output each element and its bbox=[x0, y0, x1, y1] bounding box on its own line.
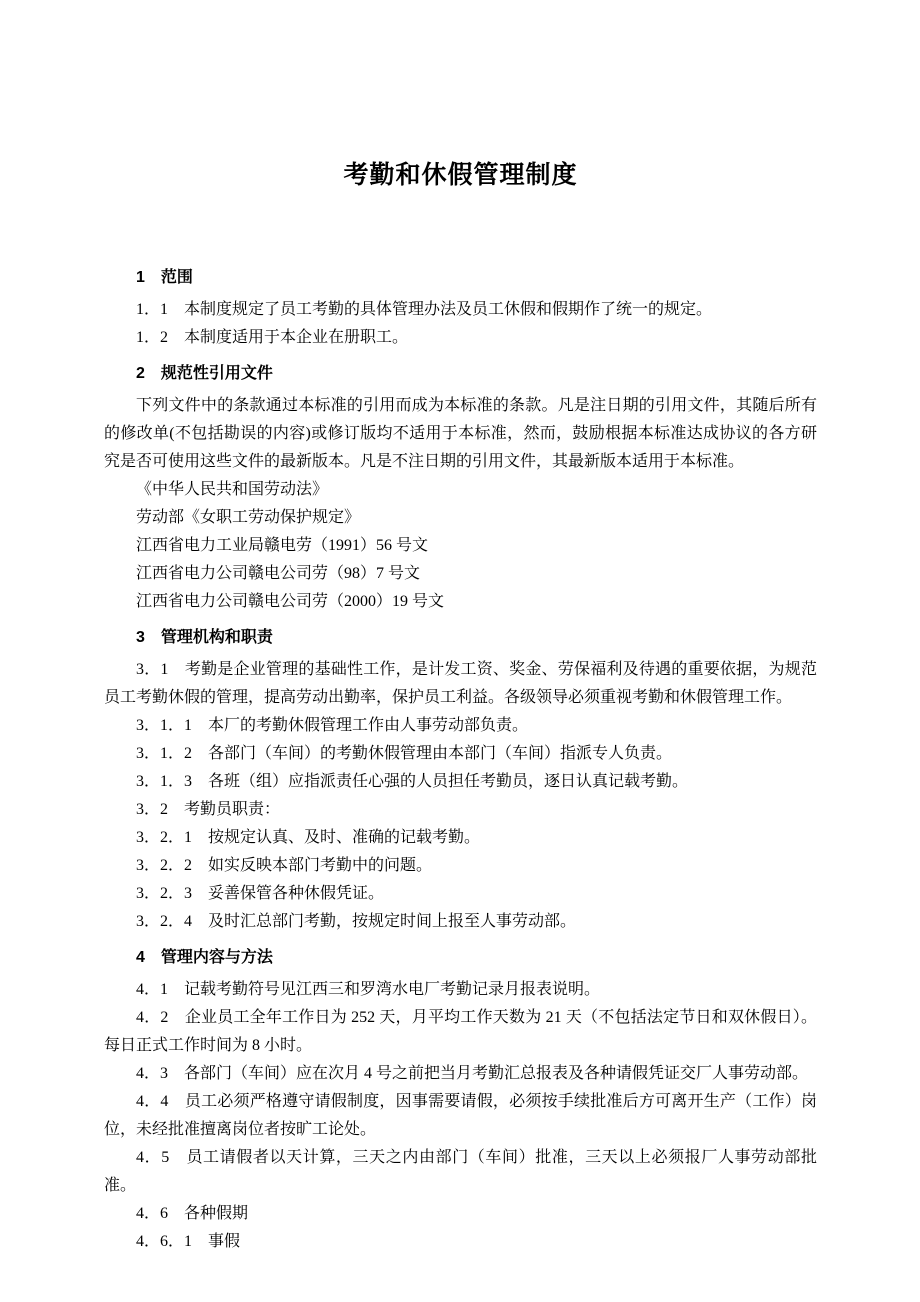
paragraph: 4．5 员工请假者以天计算，三天之内由部门（车间）批准，三天以上必须报厂人事劳动部批准。 bbox=[104, 1149, 817, 1194]
paragraph: 3．1 考勤是企业管理的基础性工作，是计发工资、奖金、劳保福利及待遇的重要依据，为规范员工考勤休假的管理，提高劳动出勤率，保护员工利益。各级领导必须重视考勤和休假管理工作。 bbox=[104, 661, 817, 706]
paragraph: 3．2．2 如实反映本部门考勤中的问题。 bbox=[136, 857, 433, 874]
paragraph: 4．3 各部门（车间）应在次月 4 号之前把当月考勤汇总报表及各种请假凭证交厂人事劳动部。 bbox=[136, 1065, 809, 1082]
paragraph: 3．1．1 本厂的考勤休假管理工作由人事劳动部负责。 bbox=[136, 717, 529, 734]
paragraph: 4．2 企业员工全年工作日为 252 天，月平均工作天数为 21 天（不包括法定节日和双休假日）。每日正式工作时间为 8 小时。 bbox=[104, 1009, 817, 1054]
section-heading: 4 管理内容与方法 bbox=[136, 949, 273, 966]
paragraph: 江西省电力公司赣电公司劳（2000）19 号文 bbox=[136, 593, 445, 610]
document-title: 考勤和休假管理制度 bbox=[343, 161, 578, 189]
paragraph: 下列文件中的条款通过本标准的引用而成为本标准的条款。凡是注日期的引用文件，其随后所有的修改单(不包括勘误的内容)或修订版均不适用于本标准，然而，鼓励根据本标准达成协议的各方研究是否可使用这些文件的最新版本。凡是不注日期的引用文件，其最新版本适用于本标准。 bbox=[104, 397, 817, 470]
paragraph: 3．2 考勤员职责： bbox=[136, 801, 281, 818]
paragraph: 4．4 员工必须严格遵守请假制度，因事需要请假，必须按手续批准后方可离开生产（工作）岗位，未经批准擅离岗位者按旷工论处。 bbox=[104, 1093, 817, 1138]
section-heading: 2 规范性引用文件 bbox=[136, 365, 273, 382]
paragraph: 1．1 本制度规定了员工考勤的具体管理办法及员工休假和假期作了统一的规定。 bbox=[136, 301, 713, 318]
paragraph: 3．1．2 各部门（车间）的考勤休假管理由本部门（车间）指派专人负责。 bbox=[136, 745, 673, 762]
section-heading: 3 管理机构和职责 bbox=[136, 629, 273, 646]
paragraph: 4．6 各种假期 bbox=[136, 1205, 249, 1222]
paragraph: 4．6．1 事假 bbox=[136, 1233, 241, 1250]
paragraph: 3．2．3 妥善保管各种休假凭证。 bbox=[136, 885, 385, 902]
paragraph: 江西省电力公司赣电公司劳（98）7 号文 bbox=[136, 565, 421, 582]
paragraph: 3．2．1 按规定认真、及时、准确的记载考勤。 bbox=[136, 829, 481, 846]
paragraph: 4．1 记载考勤符号见江西三和罗湾水电厂考勤记录月报表说明。 bbox=[136, 981, 601, 998]
section-heading: 1 范围 bbox=[136, 269, 193, 286]
paragraph: 3．2．4 及时汇总部门考勤，按规定时间上报至人事劳动部。 bbox=[136, 913, 577, 930]
paragraph: 1．2 本制度适用于本企业在册职工。 bbox=[136, 329, 409, 346]
paragraph: 江西省电力工业局赣电劳（1991）56 号文 bbox=[136, 537, 429, 554]
paragraph: 劳动部《女职工劳动保护规定》 bbox=[136, 509, 361, 526]
paragraph: 《中华人民共和国劳动法》 bbox=[136, 481, 329, 498]
paragraph: 3．1．3 各班（组）应指派责任心强的人员担任考勤员，逐日认真记载考勤。 bbox=[136, 773, 689, 790]
document-body bbox=[104, 264, 817, 1256]
